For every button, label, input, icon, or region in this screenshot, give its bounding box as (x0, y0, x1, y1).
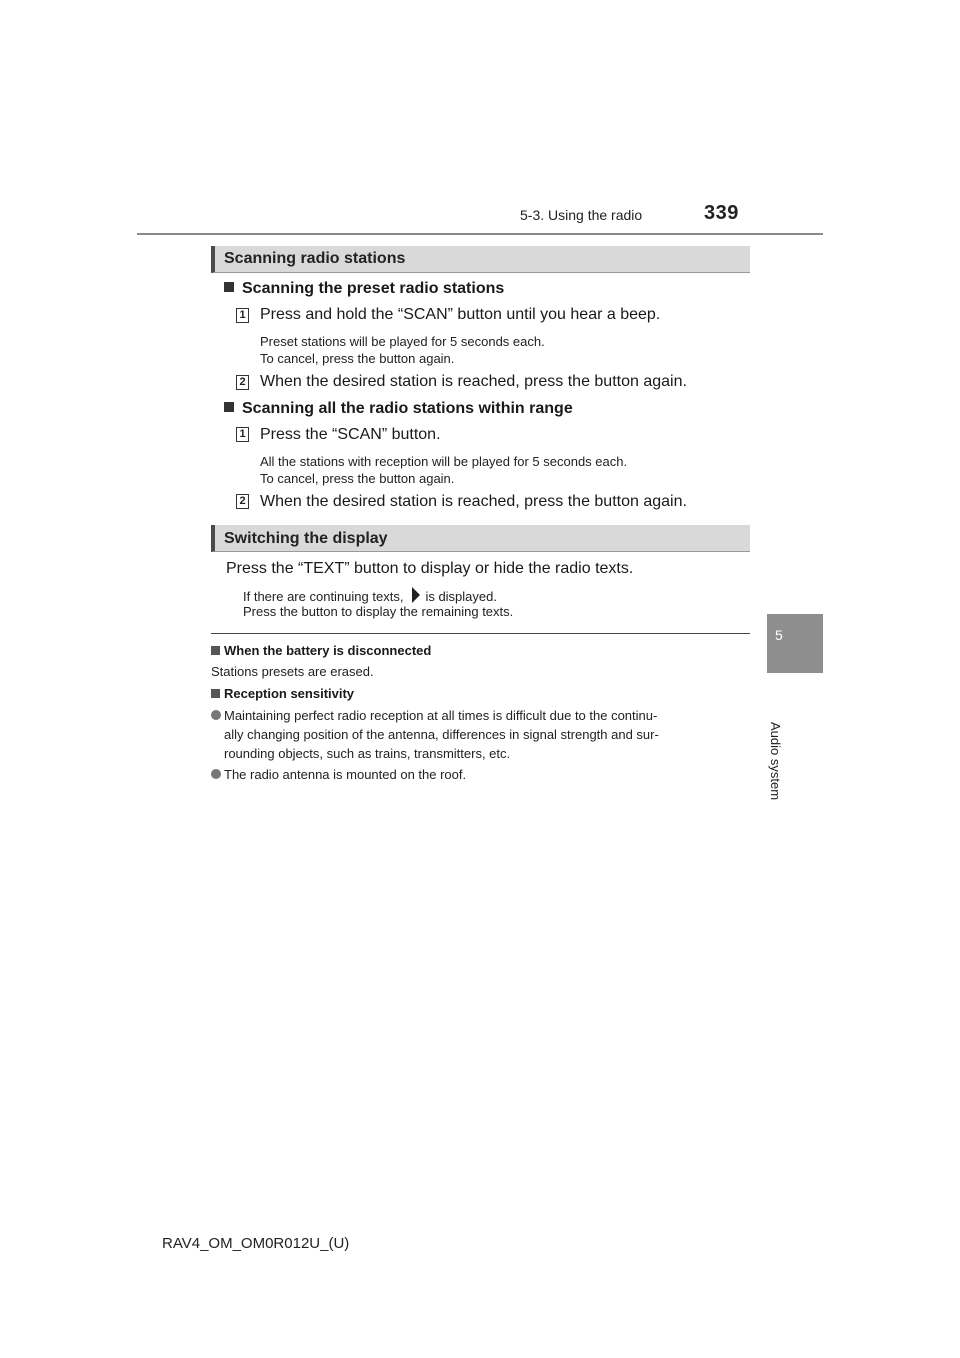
chapter-label: Audio system (768, 722, 783, 801)
footnote-heading (211, 686, 354, 701)
document-code: RAV4_OM_OM0R012U_(U) (162, 1235, 350, 1252)
subheading-preset-scan-label: Scanning the preset radio stations (242, 280, 505, 297)
footnote-bullet (211, 706, 751, 764)
footnote-bullet-text (224, 706, 751, 763)
step-text: When the desired station is reached, press the button again. (260, 373, 687, 390)
display-note-text: is displayed. (425, 589, 497, 604)
step-text: Press the “SCAN” button. (260, 426, 441, 443)
square-bullet-icon (224, 402, 234, 412)
footnote-divider (211, 633, 750, 634)
square-bullet-icon (211, 689, 220, 698)
section-title-scanning: Scanning radio stations (224, 250, 406, 267)
step-note: To cancel, press the button again. (260, 351, 455, 366)
footnote-bullet-line: Maintaining perfect radio reception at all times is difficult due to the continu- (224, 708, 658, 723)
section-title-switching: Switching the display (224, 530, 388, 547)
body-text: Press the “TEXT” button to display or hide the radio texts. (226, 560, 634, 577)
step-note: All the stations with reception will be played for 5 seconds each. (260, 454, 628, 469)
footnote-bullet-line: The radio antenna is mounted on the roof. (224, 767, 467, 782)
header-section-title: 5-3. Using the radio (520, 207, 643, 223)
chapter-number: 5 (775, 627, 783, 643)
display-note-line: Press the button to display the remaining texts. (243, 604, 514, 619)
square-bullet-icon (211, 646, 220, 655)
step-number-badge: 1 (236, 427, 249, 442)
step-number-badge: 1 (236, 308, 249, 323)
step-number-badge: 2 (236, 375, 249, 390)
step-note: To cancel, press the button again. (260, 471, 455, 486)
step-number-badge: 2 (236, 494, 249, 509)
subheading-preset-scan (224, 280, 504, 298)
subheading-all-scan (224, 400, 573, 418)
footnote-heading-label: Reception sensitivity (224, 686, 355, 701)
footnote-bullet-line: rounding objects, such as trains, transmitters, etc. (224, 746, 511, 761)
footnote-heading-label: When the battery is disconnected (224, 643, 432, 658)
footnote-heading (211, 643, 431, 658)
footnote-bullet-text (224, 765, 751, 784)
footnote-bullet (211, 765, 751, 785)
circle-bullet-icon (211, 710, 221, 720)
square-bullet-icon (224, 282, 234, 292)
continue-arrow-icon (409, 586, 421, 604)
step-text: Press and hold the “SCAN” button until you hear a beep. (260, 306, 661, 323)
step-note: Preset stations will be played for 5 seconds each. (260, 334, 545, 349)
chapter-tab (767, 614, 823, 673)
display-note-text: If there are continuing texts, (243, 589, 404, 604)
step-text: When the desired station is reached, press the button again. (260, 493, 687, 510)
page-number: 339 (704, 202, 739, 224)
subheading-all-scan-label: Scanning all the radio stations within range (242, 400, 573, 417)
footnote-bullet-line: ally changing position of the antenna, differences in signal strength and sur- (224, 727, 659, 742)
footnote-text: Stations presets are erased. (211, 664, 374, 679)
circle-bullet-icon (211, 769, 221, 779)
header-divider (137, 233, 823, 235)
